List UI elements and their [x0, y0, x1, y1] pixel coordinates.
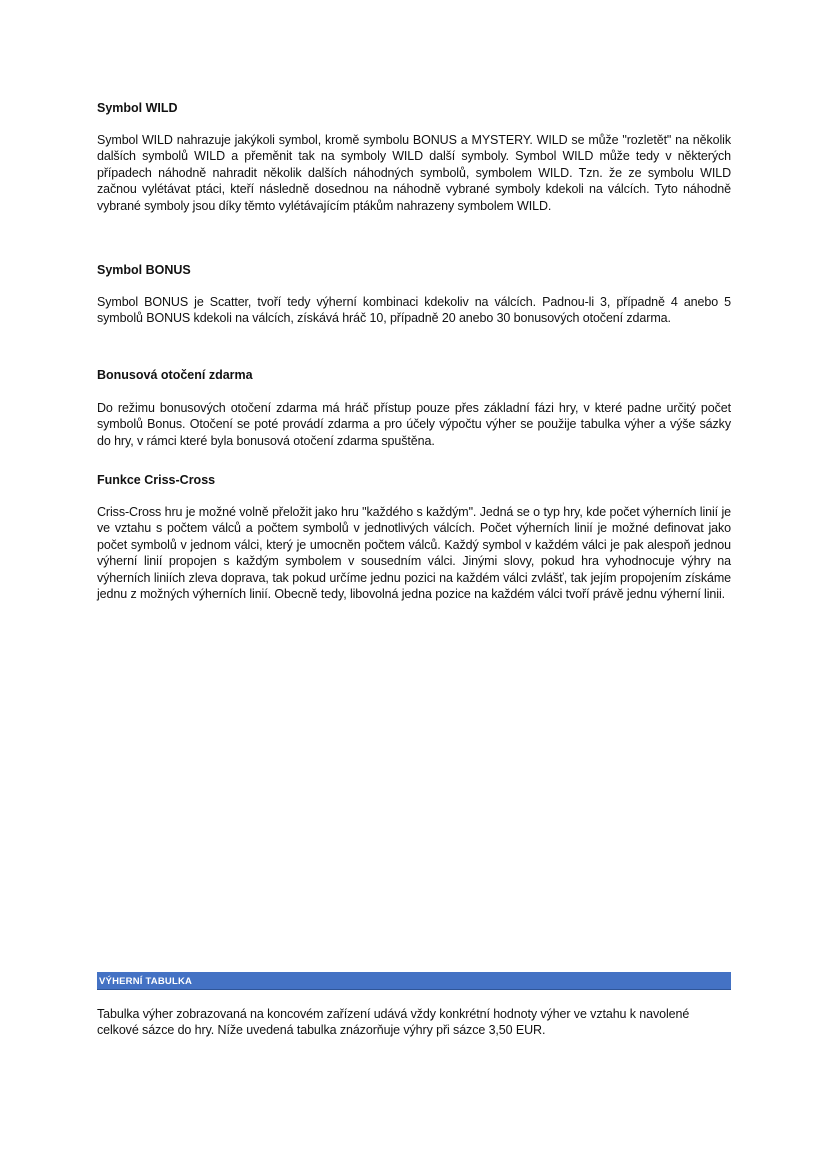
paragraph-criss-cross: Criss-Cross hru je možné volně přeložit jako hru "každého s každým". Jedná se o typ hry, kde počet výherních linií je ve vztahu s počtem válců a počtem symbolů v jednotlivých válcích. Počet výherních linií je možné definovat jako počet symbolů v jednom válci, který je umocněn počtem válců. Každý symbol v každém válci je pak alespoň jednou výherní linií propojen s každým symbolem v sousedním válci. Jinými slovy, pokud hra vyhodnocuje výhry na výherních liniích zleva doprava, tak pokud určíme jednu pozici na každém válci zvlášť, tak jejím propojením získáme jednu z možných výherních linií. Obecně tedy, libovolná jedna pozice na každém válci tvoří právě jednu výherní linii.	[97, 505, 731, 602]
paragraph-symbol-wild: Symbol WILD nahrazuje jakýkoli symbol, kromě symbolu BONUS a MYSTERY. WILD se může "rozletět" na několik dalších symbolů WILD a přeměnit tak na symboly WILD další symboly. Symbol WILD může tedy v některých případech náhodně nahradit několik dalších náhodných symbolů, symbolem WILD. Tzn. že ze symbolu WILD začnou vylétávat ptáci, kteří následně dosednou na náhodně vybrané symboly kdekoli na válcích. Tyto náhodně vybrané symboly jsou díky těmto vylétávajícím ptákům nahrazeny symbolem WILD.	[97, 133, 731, 213]
heading-criss-cross: Funkce Criss-Cross	[97, 473, 216, 487]
paragraph-symbol-bonus: Symbol BONUS je Scatter, tvoří tedy výherní kombinaci kdekoliv na válcích. Padnou-li 3, případně 4 anebo 5 symbolů BONUS kdekoli na válcích, získává hráč 10, případně 20 anebo 30 bonusových otočení zdarma.	[97, 295, 731, 326]
section-bar-payout-table: VÝHERNÍ TABULKA	[97, 972, 731, 990]
paragraph-bonus-free-spins: Do režimu bonusových otočení zdarma má hráč přístup pouze přes základní fázi hry, v které padne určitý počet symbolů Bonus. Otočení se poté provádí zdarma a pro účely výpočtu výher se použije tabulka výher a výše sázky do hry, v rámci které byla bonusová otočení zdarma spuštěna.	[97, 401, 731, 448]
heading-symbol-wild: Symbol WILD	[97, 101, 178, 115]
heading-symbol-bonus: Symbol BONUS	[97, 263, 191, 277]
heading-bonus-free-spins: Bonusová otočení zdarma	[97, 368, 253, 382]
paragraph-payout-table: Tabulka výher zobrazovaná na koncovém zařízení udává vždy konkrétní hodnoty výher ve vztahu k navolené celkové sázce do hry. Níže uvedená tabulka znázorňuje výhry při sázce 3,50 EUR.	[97, 1007, 690, 1038]
